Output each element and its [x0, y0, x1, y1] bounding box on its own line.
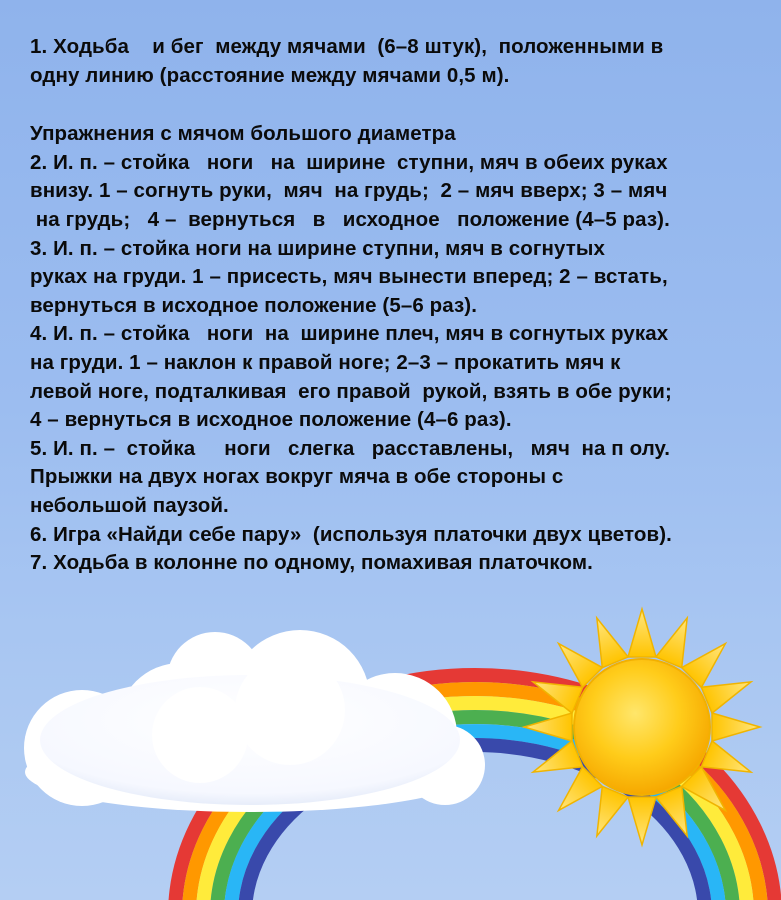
- text-line: на грудь; 4 – вернуться в исходное положение (4–5 раз).: [30, 207, 670, 231]
- item-1-line-2: одну линию (расстояние между мячами 0,5 м).: [30, 63, 510, 87]
- text-line: вернуться в исходное положение (5–6 раз).: [30, 293, 478, 317]
- text-line: левой ноге, подталкивая его правой рукой, взять в обе руки;: [30, 379, 672, 403]
- sun-icon: [524, 609, 760, 845]
- text-line: 5. И. п. – стойка ноги слегка расставлены, мяч на п олу.: [30, 436, 671, 460]
- text-line: 4. И. п. – стойка ноги на ширине плеч, мяч в согнутых руках: [30, 322, 669, 346]
- text-line: руках на груди. 1 – присесть, мяч вынести вперед; 2 – встать,: [30, 265, 668, 289]
- cloud-icon: [24, 630, 485, 812]
- section-heading: Упражнения с мячом большого диаметра: [30, 122, 456, 146]
- text-line: на груди. 1 – наклон к правой ноге; 2–3 – прокатить мяч к: [30, 350, 621, 374]
- spacer: [30, 90, 765, 120]
- item-1-line-1: 1. Ходьба и бег между мячами (6–8 штук), положенными в: [30, 35, 664, 58]
- text-line: 2. И. п. – стойка ноги на ширине ступни, мяч в обеих руках: [30, 150, 668, 174]
- text-line: внизу. 1 – согнуть руки, мяч на грудь; 2 – мяч вверх; 3 – мяч: [30, 179, 668, 203]
- text-line: Прыжки на двух ногах вокруг мяча в обе стороны с: [30, 465, 564, 489]
- text-line: 6. Игра «Найди себе пару» (используя платочки двух цветов).: [30, 522, 672, 546]
- text-line: 7. Ходьба в колонне по одному, помахивая платочком.: [30, 551, 593, 575]
- text-line: 4 – вернуться в исходное положение (4–6 раз).: [30, 408, 512, 432]
- exercise-text: [30, 33, 765, 578]
- text-line: небольшой паузой.: [30, 493, 229, 517]
- text-line: 3. И. п. – стойка ноги на ширине ступни, мяч в согнутых: [30, 236, 606, 260]
